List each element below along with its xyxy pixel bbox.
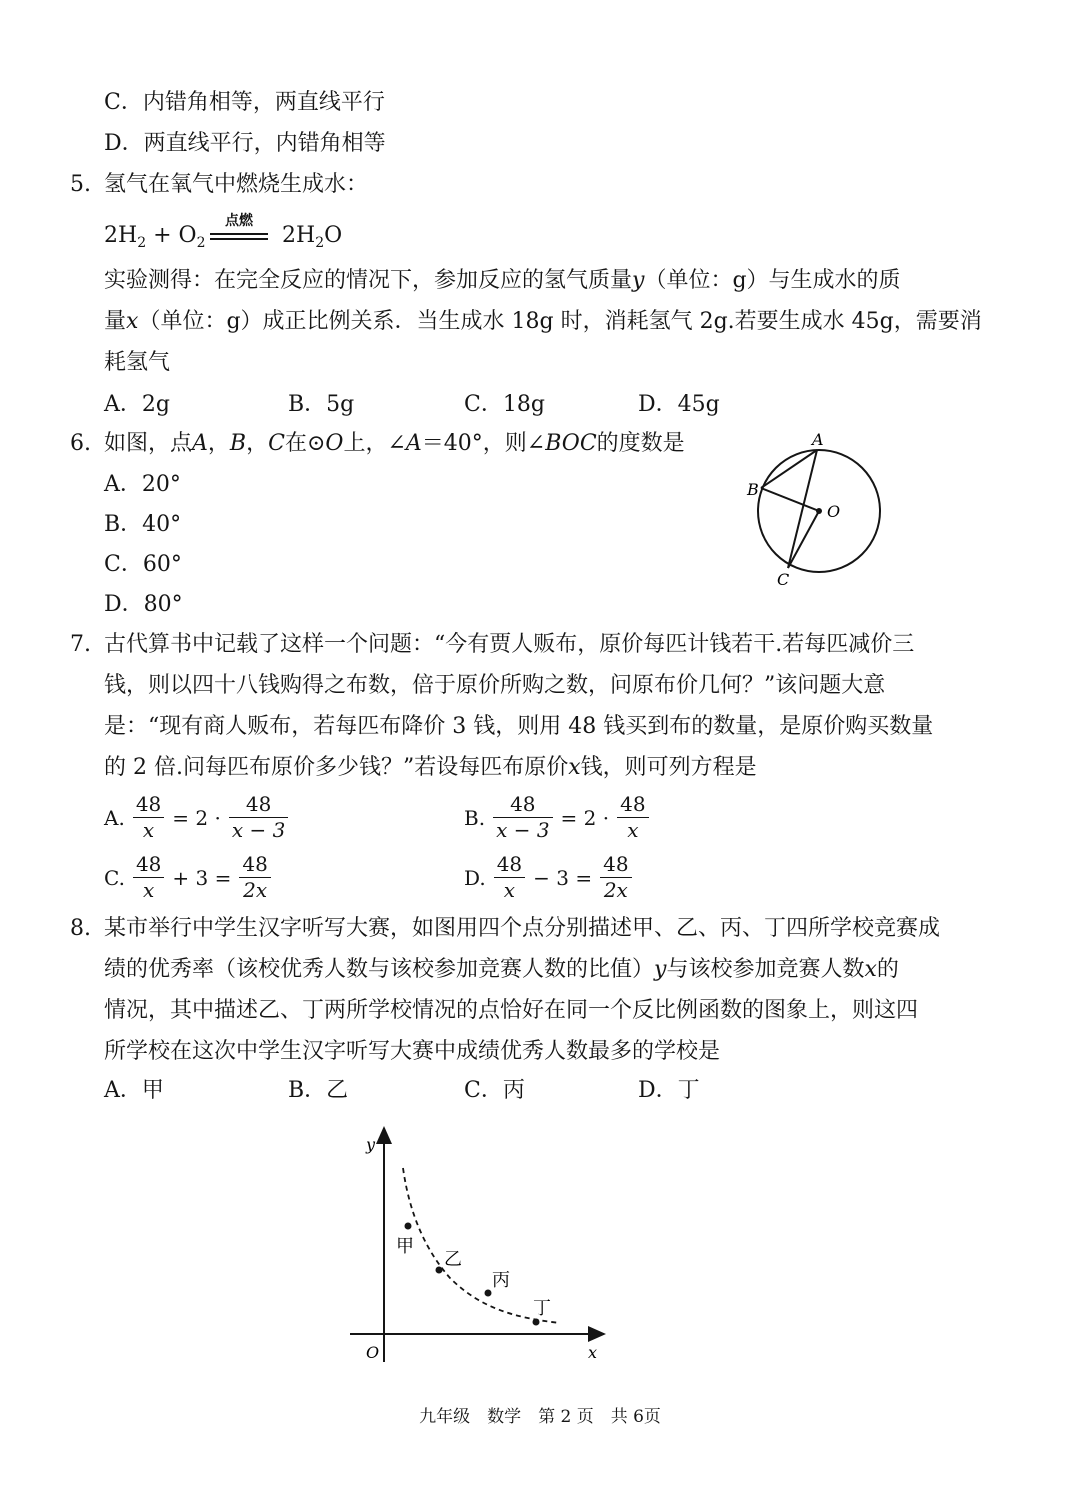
- segment-oc: [788, 511, 819, 568]
- label-c: C: [777, 570, 790, 589]
- q8-number: 8.: [70, 916, 91, 941]
- label-yi: 乙: [444, 1249, 462, 1270]
- q5-reaction-arrow-bottom: [210, 238, 268, 240]
- q5-reaction-condition: 点燃: [225, 213, 253, 229]
- q7-option-d: D. $\frac{48}{x}$ − 3 = $\frac{48}{2x}$: [464, 854, 632, 901]
- q7-line4: 的 2 倍.问每匹布原价多少钱？”若设每匹布原价x钱，则可列方程是: [104, 755, 757, 780]
- q8-option-d: D．丁: [638, 1078, 700, 1103]
- q8-inverse-function-figure: [340, 1118, 620, 1368]
- q8-line1: 某市举行中学生汉字听写大赛，如图用四个点分别描述甲、乙、丙、丁四所学校竞赛成: [104, 916, 941, 941]
- q6-stem: 如图，点A，B，C在⊙O上，∠A＝40°，则∠BOC的度数是: [104, 431, 685, 456]
- q7-line3: 是：“现有商人贩布，若每匹布降价 3 钱，则用 48 钱买到布的数量，是原价购买数量: [104, 714, 934, 739]
- label-ding: 丁: [533, 1298, 551, 1319]
- label-o: O: [827, 502, 841, 521]
- q6-option-c: C．60°: [104, 552, 182, 577]
- q4-option-c: C．内错角相等，两直线平行: [104, 90, 385, 115]
- origin-label: O: [366, 1343, 380, 1362]
- q6-option-a: A．20°: [104, 472, 181, 497]
- q5-option-a: A．2g: [104, 392, 170, 417]
- label-b: B: [747, 480, 759, 499]
- q5-stem: 氢气在氧气中燃烧生成水：: [104, 172, 369, 197]
- q6-option-b: B．40°: [104, 512, 182, 537]
- label-bing: 丙: [492, 1270, 510, 1291]
- q5-equation: $2H_2 + O_2$: [104, 223, 206, 251]
- point-ding: [533, 1319, 540, 1326]
- q5-line2: 量x（单位：g）成正比例关系．当生成水 18g 时，消耗氢气 2g.若要生成水 45g，需要消: [104, 309, 982, 334]
- q8-option-b: B．乙: [288, 1078, 349, 1103]
- q8-option-a: A．甲: [104, 1078, 164, 1103]
- q4-option-d: D．两直线平行，内错角相等: [104, 131, 386, 156]
- q5-option-b: B．5g: [288, 392, 355, 417]
- axis-label-x: x: [588, 1343, 598, 1362]
- q7-line2: 钱，则以四十八钱购得之布数，倍于原价所购之数，问原布价几何？”该问题大意: [104, 673, 886, 698]
- page-footer: 九年级 数学 第 2 页 共 6页: [419, 1407, 661, 1427]
- q7-option-b: B. $\frac{48}{x - 3}$ = 2 · $\frac{48}{x}$: [464, 794, 649, 841]
- segment-bo: [761, 488, 819, 511]
- point-bing: [485, 1290, 492, 1297]
- q5-number: 5.: [70, 172, 91, 197]
- center-o-dot: [816, 508, 822, 514]
- axis-label-y: y: [366, 1135, 376, 1154]
- label-a: A: [812, 430, 824, 449]
- q8-line3: 情况，其中描述乙、丁两所学校情况的点恰好在同一个反比例函数的图象上，则这四: [104, 998, 919, 1023]
- q8-line2: 绩的优秀率（该校优秀人数与该校参加竞赛人数的比值）y与该校参加竞赛人数x的: [104, 957, 899, 982]
- q5-option-c: C．18g: [464, 392, 545, 417]
- q5-equation-product: $2H_2O$: [282, 223, 343, 251]
- point-yi: [436, 1267, 443, 1274]
- q5-option-d: D．45g: [638, 392, 720, 417]
- q7-option-c: C. $\frac{48}{x}$ + 3 = $\frac{48}{2x}$: [104, 854, 271, 901]
- q8-line4: 所学校在这次中学生汉字听写大赛中成绩优秀人数最多的学校是: [104, 1039, 721, 1064]
- q6-number: 6.: [70, 431, 91, 456]
- q7-option-a: A. $\frac{48}{x}$ = 2 · $\frac{48}{x - 3}$: [104, 794, 288, 841]
- q7-line1: 古代算书中记载了这样一个问题：“今有贾人贩布，原价每匹计钱若干.若每匹减价三: [104, 632, 915, 657]
- q5-reaction-arrow-top: [210, 233, 268, 235]
- q6-circle-figure: [735, 425, 895, 590]
- q7-number: 7.: [70, 632, 91, 657]
- q5-line1: 实验测得：在完全反应的情况下，参加反应的氢气质量y（单位：g）与生成水的质: [104, 268, 901, 293]
- q8-option-c: C．丙: [464, 1078, 525, 1103]
- q5-line3: 耗氢气: [104, 350, 171, 375]
- q6-option-d: D．80°: [104, 592, 183, 617]
- point-jia: [405, 1223, 412, 1230]
- label-jia: 甲: [396, 1236, 414, 1257]
